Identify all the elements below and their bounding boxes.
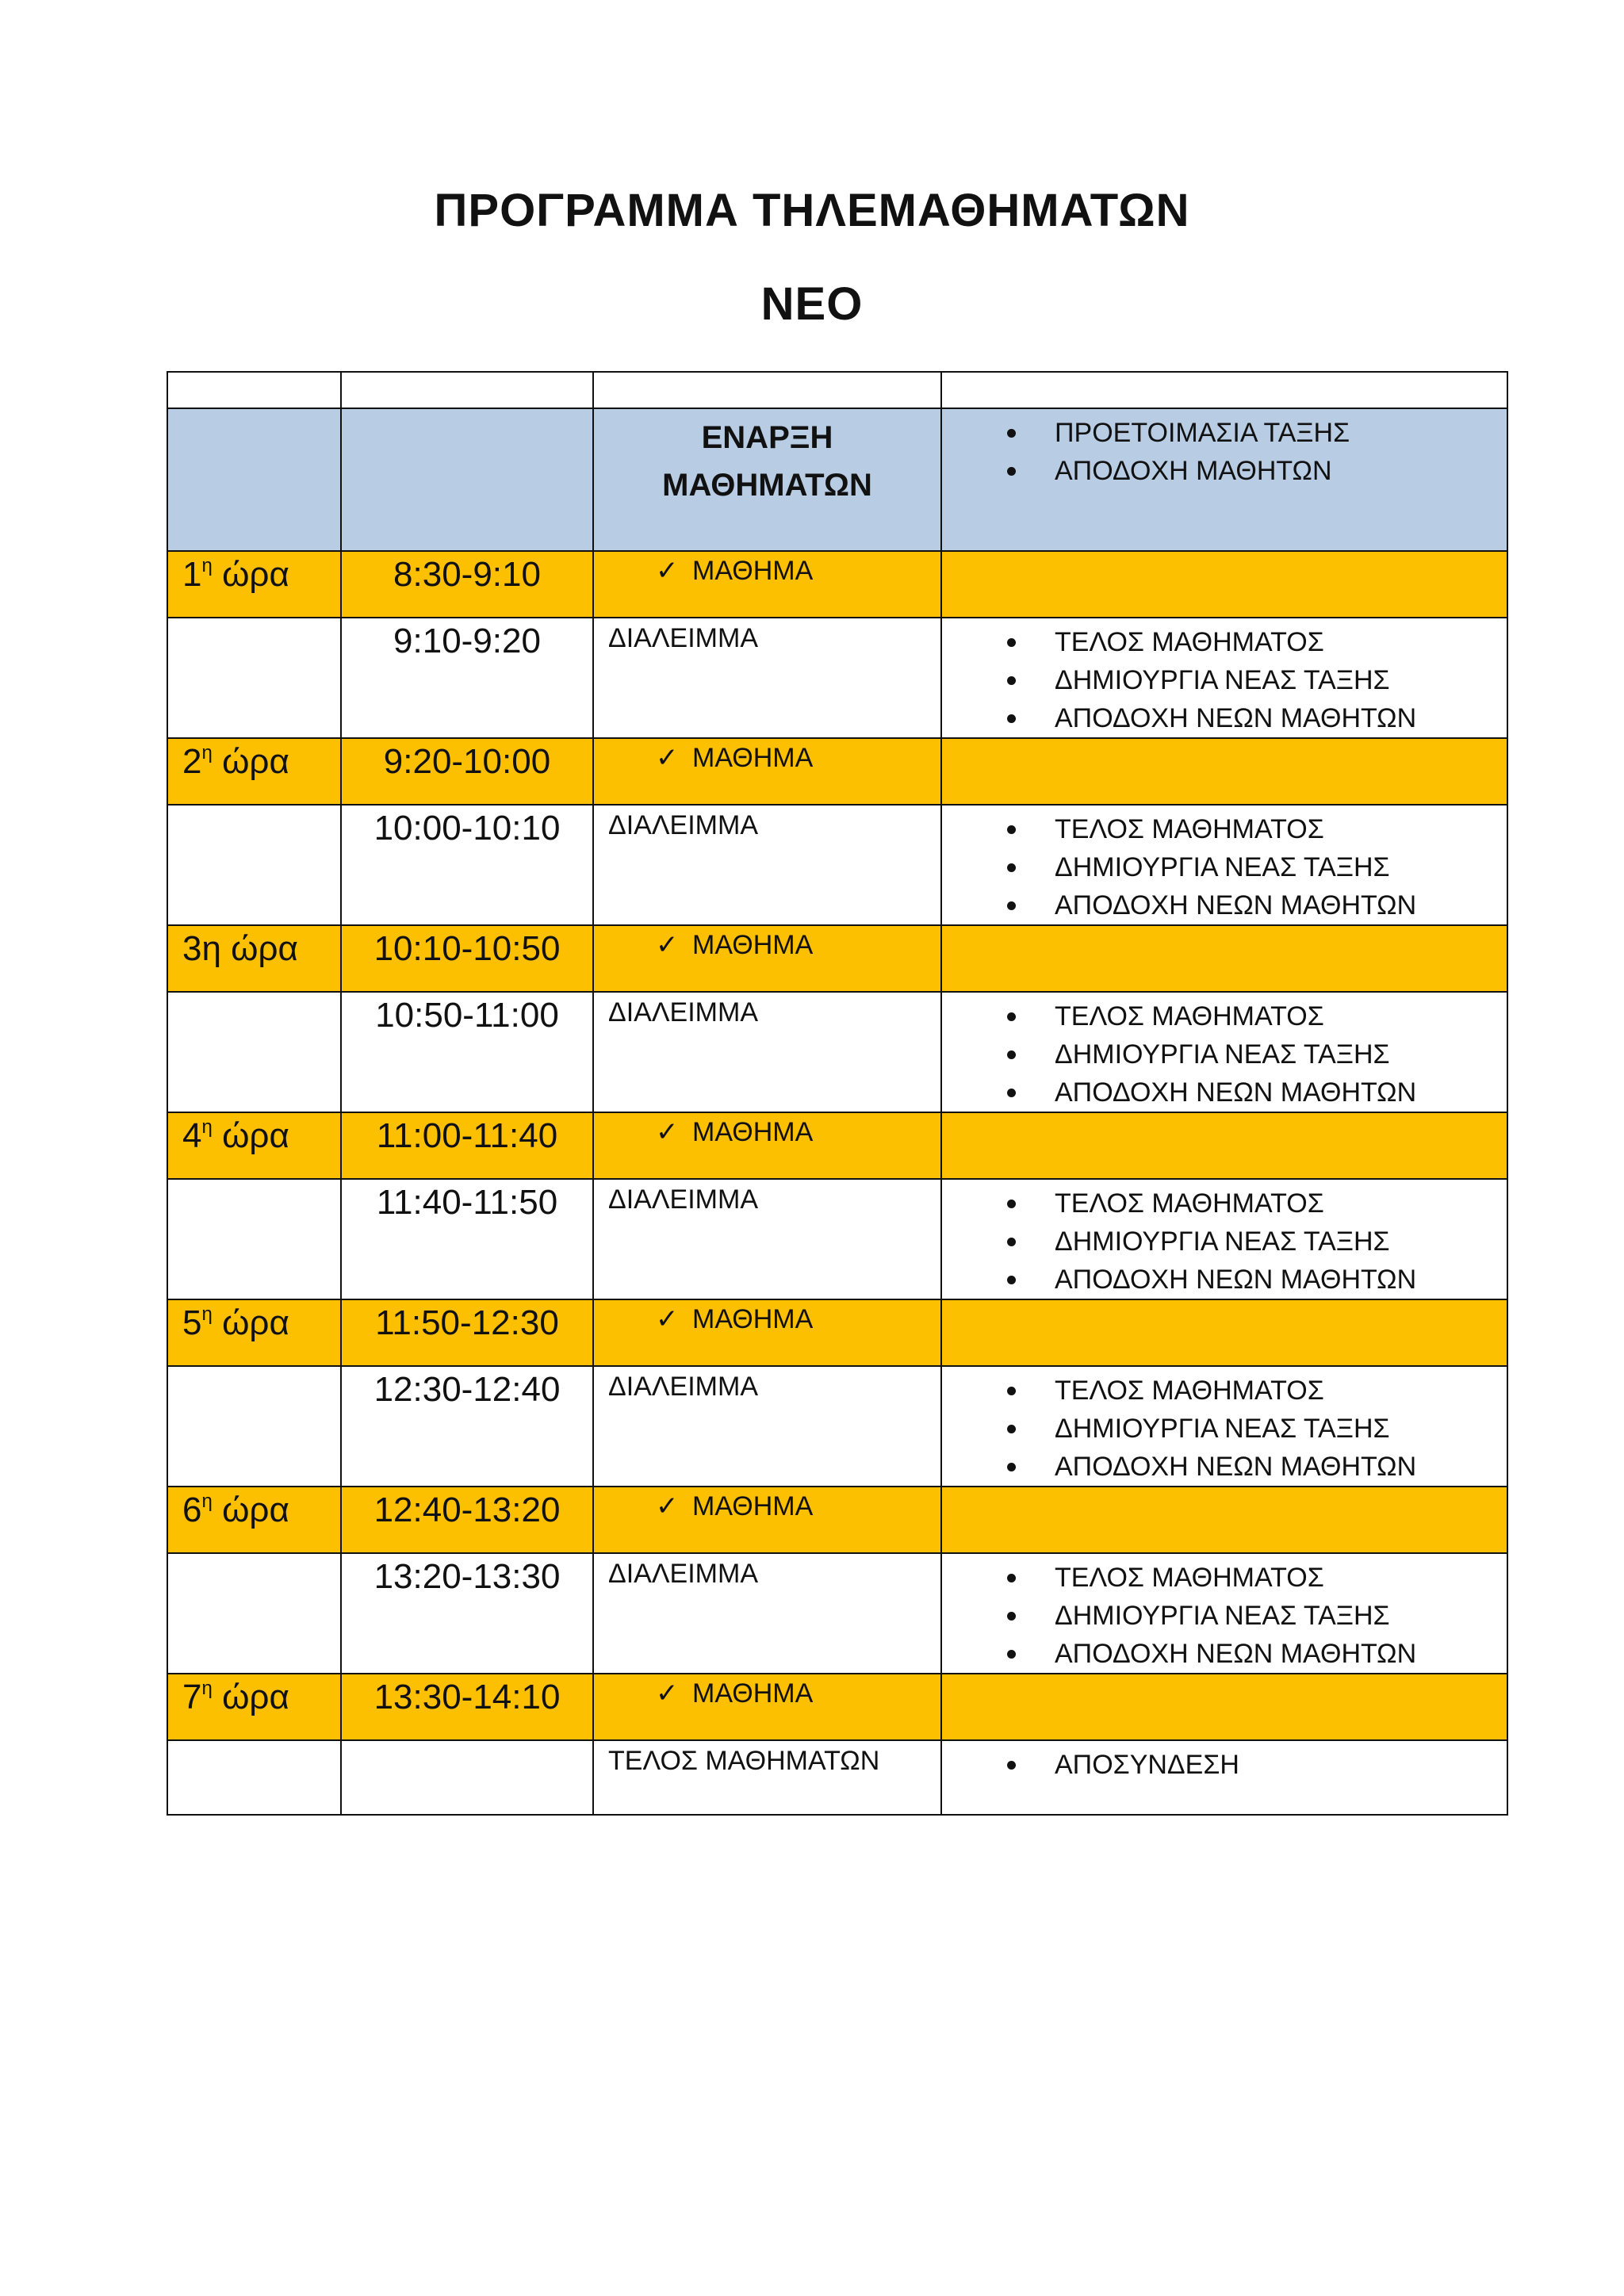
hour-word: ώρα [212,742,289,781]
break-row [167,1740,1507,1815]
task-bullet-list [942,1367,1507,1486]
start-lessons-heading [594,409,940,509]
table-cell [167,738,341,805]
activity-text: ΜΑΘΗΜΑ [692,1117,814,1147]
hour-label [168,1674,340,1717]
checkmark-icon: ✓ [656,1491,679,1521]
bullet-icon [1007,901,1016,910]
break-row [167,992,1507,1112]
time-slot: 13:30-14:10 [373,1678,561,1716]
table-cell [341,1112,593,1179]
bullet-item [1007,1635,1507,1673]
table-cell [341,1553,593,1674]
bullet-icon [1007,863,1016,872]
bullet-text: ΔΗΜΙΟΥΡΓΙΑ ΝΕΑΣ ΤΑΞΗΣ [1055,665,1390,695]
bullet-item [1007,623,1507,661]
table-cell [941,372,1507,408]
bullet-item [1007,1372,1507,1410]
lesson-row [167,1487,1507,1553]
hour-word: ώρα [212,555,289,594]
table-cell [593,1366,941,1487]
time-slot: 9:10-9:20 [393,622,541,660]
break-row [167,618,1507,738]
bullet-item [1007,1261,1507,1299]
bullet-text: ΑΠΟΔΟΧΗ ΝΕΩΝ ΜΑΘΗΤΩΝ [1055,890,1417,920]
lesson-row [167,738,1507,805]
table-cell [941,408,1507,551]
table-cell [941,1112,1507,1179]
hour-number: 2 [182,742,202,781]
break-row [167,805,1507,925]
table-cell [593,1740,941,1815]
time-slot: 11:00-11:40 [376,1116,558,1155]
checkmark-icon: ✓ [656,930,679,960]
hour-label [168,926,340,969]
task-bullet-list [942,993,1507,1112]
table-cell [167,618,341,738]
table-cell [593,551,941,618]
bullet-item [1007,1410,1507,1448]
table-cell [941,1179,1507,1299]
activity-text: ΜΑΘΗΜΑ [692,743,814,773]
table-cell [941,1674,1507,1740]
table-cell [941,1366,1507,1487]
hour-word: ώρα [212,1490,289,1529]
time-slot: 12:40-13:20 [373,1490,561,1529]
bullet-icon [1007,1463,1016,1471]
bullet-icon [1007,1387,1016,1395]
bullet-text: ΔΗΜΙΟΥΡΓΙΑ ΝΕΑΣ ΤΑΞΗΣ [1055,1601,1390,1631]
hour-ordinal-suffix: η [201,1490,213,1512]
task-bullet-list [942,1180,1507,1299]
table-cell [167,408,341,551]
lesson-activity [594,739,940,774]
table-cell [941,1487,1507,1553]
bullet-text: ΠΡΟΕΤΟΙΜΑΣΙΑ ΤΑΞΗΣ [1055,418,1350,448]
table-cell [941,805,1507,925]
table-cell [341,1366,593,1487]
table-blank-row [167,372,1507,408]
activity-text: ΔΙΑΛΕΙΜΜΑ [608,623,758,653]
bullet-icon [1007,1050,1016,1059]
bullet-item [1007,1223,1507,1261]
bullet-icon [1007,638,1016,647]
time-slot: 11:50-12:30 [375,1303,559,1342]
table-cell [341,408,593,551]
table-cell [593,408,941,551]
hour-label [168,552,340,595]
table-cell [167,805,341,925]
bullet-icon [1007,1012,1016,1021]
table-cell [593,1299,941,1366]
hour-ordinal-suffix: η [201,1678,213,1699]
lesson-activity [594,1300,940,1335]
bullet-icon [1007,676,1016,685]
bullet-text: ΑΠΟΔΟΧΗ ΝΕΩΝ ΜΑΘΗΤΩΝ [1055,1452,1417,1482]
table-cell [167,1553,341,1674]
lesson-row [167,925,1507,992]
bullet-icon [1007,1238,1016,1246]
bullet-item [1007,810,1507,848]
activity-text: ΔΙΑΛΕΙΜΜΑ [608,1184,758,1215]
table-cell [941,992,1507,1112]
table-cell [593,992,941,1112]
table-cell [167,1366,341,1487]
bullet-item [1007,699,1507,737]
bullet-text: ΤΕΛΟΣ ΜΑΘΗΜΑΤΟΣ [1055,1376,1324,1406]
table-cell [593,925,941,992]
bullet-item [1007,414,1507,452]
bullet-text: ΤΕΛΟΣ ΜΑΘΗΜΑΤΟΣ [1055,1563,1324,1593]
hour-number: 1 [182,555,202,594]
checkmark-icon: ✓ [656,1678,679,1709]
hour-word: ώρα [212,1116,289,1155]
bullet-text: ΑΠΟΔΟΧΗ ΝΕΩΝ ΜΑΘΗΤΩΝ [1055,1265,1417,1295]
time-slot: 12:30-12:40 [373,1370,561,1409]
bullet-text: ΤΕΛΟΣ ΜΑΘΗΜΑΤΟΣ [1055,814,1324,844]
table-cell [341,992,593,1112]
hour-label [168,1300,340,1343]
lesson-row [167,1112,1507,1179]
hour-ordinal-suffix: η [201,742,213,763]
table-cell [941,551,1507,618]
activity-text: ΜΑΘΗΜΑ [692,1491,814,1521]
bullet-item [1007,1559,1507,1597]
table-cell [941,618,1507,738]
bullet-item [1007,1073,1507,1112]
lesson-activity [594,552,940,587]
table-cell [593,1179,941,1299]
lesson-row [167,1674,1507,1740]
checkmark-icon: ✓ [656,743,679,773]
page-title: ΠΡΟΓΡΑΜΜΑ ΤΗΛΕΜΑΘΗΜΑΤΩΝ [434,185,1190,236]
bullet-icon [1007,1425,1016,1433]
table-cell [341,805,593,925]
table-cell [167,925,341,992]
bullet-icon [1007,1089,1016,1097]
task-bullet-list [942,806,1507,924]
bullet-item [1007,886,1507,924]
table-cell [167,551,341,618]
table-cell [941,1553,1507,1674]
activity-text: ΤΕΛΟΣ ΜΑΘΗΜΑΤΩΝ [608,1746,880,1776]
activity-text: ΜΑΘΗΜΑ [692,930,814,960]
lesson-row [167,551,1507,618]
bullet-item [1007,1035,1507,1073]
bullet-text: ΑΠΟΔΟΧΗ ΝΕΩΝ ΜΑΘΗΤΩΝ [1055,1077,1417,1108]
bullet-icon [1007,467,1016,476]
lesson-activity [594,926,940,961]
table-cell [341,738,593,805]
time-slot: 8:30-9:10 [393,555,541,594]
bullet-text: ΤΕΛΟΣ ΜΑΘΗΜΑΤΟΣ [1055,627,1324,657]
bullet-icon [1007,1761,1016,1770]
hour-number: 4 [182,1116,202,1155]
table-cell [341,925,593,992]
table-cell [341,618,593,738]
bullet-icon [1007,1612,1016,1621]
table-cell [593,1674,941,1740]
time-slot: 9:20-10:00 [383,742,551,781]
lesson-activity [594,1113,940,1148]
time-slot [342,1741,592,1744]
time-slot: 10:50-11:00 [375,996,559,1035]
bullet-item [1007,1597,1507,1635]
bullet-icon [1007,825,1016,834]
hour-number: 5 [182,1303,202,1342]
lesson-activity [594,1487,940,1522]
bullet-icon [1007,714,1016,723]
task-bullet-list [942,1741,1507,1784]
bullet-icon [1007,1200,1016,1208]
table-cell [941,925,1507,992]
table-cell [593,1553,941,1674]
hour-label [168,1113,340,1156]
activity-text: ΔΙΑΛΕΙΜΜΑ [608,1372,758,1402]
schedule-table [167,371,1508,1816]
table-cell [167,1674,341,1740]
activity-text: ΔΙΑΛΕΙΜΜΑ [608,997,758,1027]
bullet-item [1007,1184,1507,1223]
activity-text: ΔΙΑΛΕΙΜΜΑ [608,810,758,840]
bullet-icon [1007,429,1016,438]
heading-line: ΜΑΘΗΜΑΤΩΝ [662,468,872,503]
time-slot: 11:40-11:50 [376,1183,558,1222]
hour-label [168,1487,340,1530]
table-cell [167,1487,341,1553]
table-cell [341,551,593,618]
table-cell [341,1179,593,1299]
lesson-activity [594,1674,940,1709]
header-bullet-list [942,409,1507,490]
table-cell [167,1299,341,1366]
bullet-item [1007,848,1507,886]
hour-ordinal-suffix: η [201,1116,213,1138]
activity-text: ΜΑΘΗΜΑ [692,1304,814,1334]
bullet-text: ΔΗΜΙΟΥΡΓΙΑ ΝΕΑΣ ΤΑΞΗΣ [1055,1226,1390,1257]
bullet-text: ΑΠΟΔΟΧΗ ΜΑΘΗΤΩΝ [1055,456,1332,486]
hour-word: ώρα [212,1303,289,1342]
table-cell [167,1740,341,1815]
break-row [167,1366,1507,1487]
break-row [167,1553,1507,1674]
table-cell [341,1299,593,1366]
table-cell [593,805,941,925]
task-bullet-list [942,618,1507,737]
bullet-icon [1007,1574,1016,1582]
table-cell [167,1179,341,1299]
page-subtitle: ΝΕΟ [760,278,864,330]
hour-number: 6 [182,1490,202,1529]
bullet-item [1007,452,1507,490]
table-cell [341,1740,593,1815]
bullet-text: ΔΗΜΙΟΥΡΓΙΑ ΝΕΑΣ ΤΑΞΗΣ [1055,1039,1390,1070]
bullet-item [1007,1448,1507,1486]
table-cell [341,1674,593,1740]
bullet-text: ΔΗΜΙΟΥΡΓΙΑ ΝΕΑΣ ΤΑΞΗΣ [1055,1414,1390,1444]
time-slot: 10:10-10:50 [373,929,561,968]
bullet-text: ΑΠΟΔΟΧΗ ΝΕΩΝ ΜΑΘΗΤΩΝ [1055,703,1417,733]
hour-word: ώρα [212,1678,289,1716]
table-cell [593,618,941,738]
table-cell [941,1740,1507,1815]
table-cell [941,738,1507,805]
bullet-icon [1007,1276,1016,1284]
table-cell [341,1487,593,1553]
lesson-row [167,1299,1507,1366]
bullet-item [1007,661,1507,699]
bullet-text: ΑΠΟΔΟΧΗ ΝΕΩΝ ΜΑΘΗΤΩΝ [1055,1639,1417,1669]
hour-number: 3η [182,929,221,968]
checkmark-icon: ✓ [656,556,679,586]
bullet-item [1007,1746,1507,1784]
time-slot: 13:20-13:30 [373,1557,561,1596]
table-cell [593,372,941,408]
hour-number: 7 [182,1678,202,1716]
hour-ordinal-suffix: η [201,1303,213,1325]
bullet-item [1007,997,1507,1035]
bullet-text: ΑΠΟΣΥΝΔΕΣΗ [1055,1750,1239,1780]
activity-text: ΔΙΑΛΕΙΜΜΑ [608,1559,758,1589]
hour-ordinal-suffix: η [201,555,213,576]
break-row [167,1179,1507,1299]
time-slot: 10:00-10:10 [373,809,561,848]
checkmark-icon: ✓ [656,1117,679,1147]
heading-line: ΕΝΑΡΞΗ [701,420,833,455]
bullet-text: ΔΗΜΙΟΥΡΓΙΑ ΝΕΑΣ ΤΑΞΗΣ [1055,852,1390,882]
bullet-text: ΤΕΛΟΣ ΜΑΘΗΜΑΤΟΣ [1055,1188,1324,1219]
bullet-text: ΤΕΛΟΣ ΜΑΘΗΜΑΤΟΣ [1055,1001,1324,1031]
table-cell [941,1299,1507,1366]
table-cell [167,992,341,1112]
table-cell [341,372,593,408]
activity-text: ΜΑΘΗΜΑ [692,1678,814,1709]
table-header-row [167,408,1507,551]
hour-label [168,739,340,782]
table-cell [167,372,341,408]
hour-word: ώρα [220,929,298,968]
table-cell [167,1112,341,1179]
checkmark-icon: ✓ [656,1304,679,1334]
task-bullet-list [942,1554,1507,1673]
bullet-icon [1007,1650,1016,1659]
table-cell [593,1112,941,1179]
table-cell [593,738,941,805]
activity-text: ΜΑΘΗΜΑ [692,556,814,586]
table-cell [593,1487,941,1553]
